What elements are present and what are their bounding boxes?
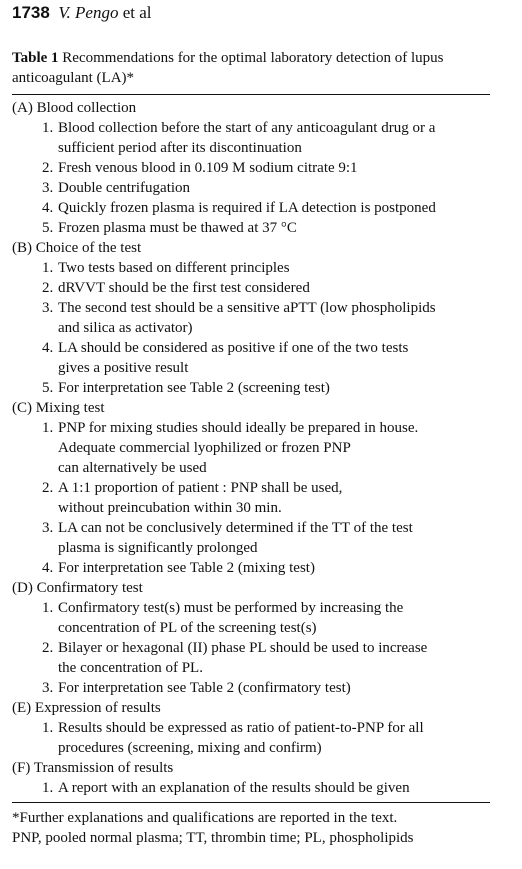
section-title: (D) Confirmatory test [12,580,143,596]
table-label: Table 1 [12,50,59,66]
section-title: (C) Mixing test [12,400,105,416]
item-text-line: and silica as activator) [58,320,193,336]
list-item [12,338,496,378]
item-number: 4. [42,200,54,216]
running-head [12,2,152,24]
item-number: 1. [42,120,54,136]
item-text-line: The second test should be a sensitive aPTT (low phospholipids [58,300,436,316]
footnote-line: PNP, pooled normal plasma; TT, thrombin time; PL, phospholipids [12,830,414,846]
list-item [12,778,496,798]
list-item [12,198,496,218]
item-text-line: without preincubation within 30 min. [58,500,282,516]
section-title: (B) Choice of the test [12,240,142,256]
item-text-line: dRVVT should be the first test considered [58,280,310,296]
table-caption-text: Recommendations for the optimal laboratory detection of lupus anticoagulant (LA)* [12,50,444,86]
item-number: 1. [42,780,54,796]
list-item [12,478,496,518]
list-item [12,378,496,398]
author-line [54,3,151,22]
table-body [12,98,496,798]
item-text-line: Results should be expressed as ratio of patient-to-PNP for all [58,720,424,736]
item-text-line: Blood collection before the start of any anticoagulant drug or a [58,120,436,136]
item-text-line: Frozen plasma must be thawed at 37 °C [58,220,297,236]
table-top-rule [12,94,490,95]
list-item [12,298,496,338]
page-number: 1738 [12,3,50,22]
table-caption [12,48,496,88]
table-footnote [12,808,502,848]
item-text-line: A 1:1 proportion of patient : PNP shall be used, [58,480,343,496]
list-item [12,178,496,198]
list-item [12,278,496,298]
item-text-line: A report with an explanation of the results should be given [58,780,410,796]
list-item [12,418,496,478]
list-item [12,218,496,238]
item-number: 1. [42,600,54,616]
item-number: 1. [42,420,54,436]
et-al: et al [118,3,152,22]
list-item [12,558,496,578]
item-text-line: Confirmatory test(s) must be performed by increasing the [58,600,404,616]
item-text-line: Fresh venous blood in 0.109 M sodium citrate 9:1 [58,160,358,176]
item-text-line: sufficient period after its discontinuation [58,140,302,156]
item-number: 3. [42,180,54,196]
list-item [12,598,496,638]
item-text-line: gives a positive result [58,360,189,376]
item-text-line: For interpretation see Table 2 (mixing test) [58,560,315,576]
item-text-line: the concentration of PL. [58,660,203,676]
section-title: (F) Transmission of results [12,760,174,776]
list-item [12,718,496,758]
table-bottom-rule [12,802,490,803]
item-text-line: plasma is significantly prolonged [58,540,258,556]
item-number: 3. [42,680,54,696]
item-text-line: LA can not be conclusively determined if the TT of the test [58,520,413,536]
section-title: (A) Blood collection [12,100,137,116]
item-text-line: Quickly frozen plasma is required if LA detection is postponed [58,200,436,216]
footnote-line: *Further explanations and qualifications are reported in the text. [12,810,398,826]
item-text-line: Adequate commercial lyophilized or frozen PNP [58,440,351,456]
list-item [12,518,496,558]
list-item [12,258,496,278]
item-text-line: For interpretation see Table 2 (confirmatory test) [58,680,351,696]
item-number: 2. [42,640,54,656]
item-number: 1. [42,260,54,276]
item-text-line: procedures (screening, mixing and confirm) [58,740,322,756]
author-name: V. Pengo [58,3,119,22]
item-text-line: Bilayer or hexagonal (II) phase PL should be used to increase [58,640,428,656]
list-item [12,118,496,158]
item-number: 5. [42,380,54,396]
list-item [12,638,496,678]
item-text-line: PNP for mixing studies should ideally be prepared in house. [58,420,419,436]
item-number: 1. [42,720,54,736]
section-title: (E) Expression of results [12,700,161,716]
item-text-line: For interpretation see Table 2 (screening test) [58,380,330,396]
item-number: 4. [42,560,54,576]
item-text-line: Double centrifugation [58,180,191,196]
item-number: 2. [42,480,54,496]
item-number: 2. [42,160,54,176]
item-number: 3. [42,300,54,316]
item-number: 3. [42,520,54,536]
item-number: 2. [42,280,54,296]
list-item [12,678,496,698]
item-text-line: LA should be considered as positive if one of the two tests [58,340,409,356]
item-text-line: concentration of PL of the screening test(s) [58,620,317,636]
item-number: 4. [42,340,54,356]
item-text-line: can alternatively be used [58,460,207,476]
item-number: 5. [42,220,54,236]
list-item [12,158,496,178]
item-text-line: Two tests based on different principles [58,260,290,276]
